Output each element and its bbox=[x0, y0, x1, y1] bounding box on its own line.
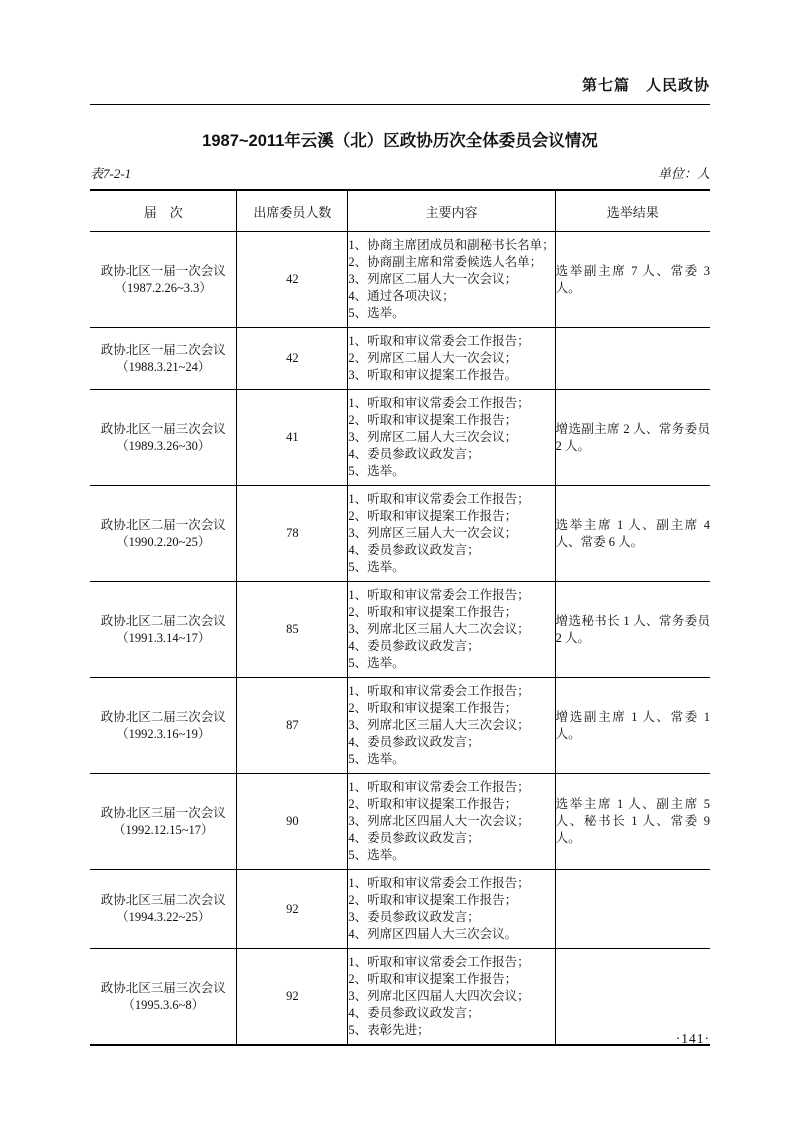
table-row bbox=[90, 774, 710, 870]
session-dates: （1989.3.26~30） bbox=[116, 438, 211, 453]
content-item: 3、委员参政议政发言； bbox=[348, 910, 480, 924]
content-item: 4、通过各项决议； bbox=[348, 289, 455, 303]
table-header-row bbox=[90, 190, 710, 232]
attendees-cell: 42 bbox=[237, 328, 348, 390]
content-cell bbox=[348, 582, 555, 678]
content-cell bbox=[348, 486, 555, 582]
table-row bbox=[90, 582, 710, 678]
session-dates: （1990.2.20~25） bbox=[116, 534, 211, 549]
content-item: 2、听取和审议提案工作报告； bbox=[348, 509, 518, 523]
session-cell bbox=[90, 232, 237, 328]
session-cell bbox=[90, 774, 237, 870]
attendees-cell: 78 bbox=[237, 486, 348, 582]
table-caption-row bbox=[90, 163, 710, 182]
attendees-cell: 85 bbox=[237, 582, 348, 678]
content-item: 3、列席北区四届人大四次会议； bbox=[348, 989, 530, 1003]
session-cell bbox=[90, 486, 237, 582]
table-row bbox=[90, 232, 710, 328]
content-cell bbox=[348, 870, 555, 949]
content-item: 2、列席区二届人大一次会议； bbox=[348, 351, 518, 365]
content-item: 4、委员参政议政发言； bbox=[348, 735, 480, 749]
header-divider bbox=[90, 104, 710, 105]
unit-label: 单位：人 bbox=[657, 166, 710, 181]
attendees-cell: 92 bbox=[237, 949, 348, 1046]
session-cell bbox=[90, 582, 237, 678]
table-row bbox=[90, 390, 710, 486]
content-item: 3、听取和审议提案工作报告。 bbox=[348, 368, 518, 382]
session-cell bbox=[90, 328, 237, 390]
content-item: 1、听取和审议常委会工作报告； bbox=[348, 492, 530, 506]
content-item: 3、列席北区三届人大三次会议； bbox=[348, 718, 530, 732]
content-item: 1、听取和审议常委会工作报告； bbox=[348, 955, 530, 969]
content-cell bbox=[348, 678, 555, 774]
content-item: 2、听取和审议提案工作报告； bbox=[348, 413, 518, 427]
session-dates: （1987.2.26~3.3） bbox=[114, 280, 212, 295]
content-cell bbox=[348, 232, 555, 328]
session-name: 政协北区一届二次会议 bbox=[100, 342, 226, 357]
result-cell: 增选秘书长 1 人、常务委员 2 人。 bbox=[555, 582, 710, 678]
session-name: 政协北区三届三次会议 bbox=[100, 980, 226, 995]
session-dates: （1994.3.22~25） bbox=[116, 910, 211, 924]
page-number: ·141· bbox=[675, 1031, 710, 1046]
content-item: 5、表彰先进； bbox=[348, 1023, 430, 1037]
content-item: 4、委员参政议政发言； bbox=[348, 1006, 480, 1020]
content-item: 1、听取和审议常委会工作报告； bbox=[348, 876, 530, 890]
content-item: 4、委员参政议政发言； bbox=[348, 447, 480, 461]
table-body bbox=[90, 232, 710, 1046]
content-item: 3、列席区二届人大三次会议； bbox=[348, 430, 518, 444]
result-cell: 选举主席 1 人、副主席 4 人、常委 6 人。 bbox=[555, 486, 710, 582]
content-item: 5、选举。 bbox=[348, 464, 405, 478]
session-name: 政协北区二届三次会议 bbox=[100, 709, 226, 724]
result-cell: 选举主席 1 人、副主席 5 人、秘书长 1 人、常委 9 人。 bbox=[555, 774, 710, 870]
session-name: 政协北区一届三次会议 bbox=[100, 421, 226, 436]
content-item: 4、委员参政议政发言； bbox=[348, 639, 480, 653]
content-cell bbox=[348, 390, 555, 486]
table-row bbox=[90, 678, 710, 774]
content-item: 3、列席区二届人大一次会议； bbox=[348, 272, 518, 286]
content-item: 2、听取和审议提案工作报告； bbox=[348, 893, 518, 907]
content-item: 2、听取和审议提案工作报告； bbox=[348, 605, 518, 619]
content-cell bbox=[348, 328, 555, 390]
table-row bbox=[90, 486, 710, 582]
session-cell bbox=[90, 678, 237, 774]
session-dates: （1988.3.21~24） bbox=[116, 359, 211, 374]
session-dates: （1992.12.15~17） bbox=[112, 822, 214, 837]
content-item: 5、选举。 bbox=[348, 752, 405, 766]
attendees-cell: 90 bbox=[237, 774, 348, 870]
result-cell bbox=[555, 870, 710, 949]
content-item: 3、列席北区三届人大二次会议； bbox=[348, 622, 530, 636]
attendees-cell: 92 bbox=[237, 870, 348, 949]
session-name: 政协北区二届二次会议 bbox=[100, 613, 226, 628]
table-row bbox=[90, 949, 710, 1046]
table-label: 表7-2-1 bbox=[90, 166, 132, 181]
session-name: 政协北区一届一次会议 bbox=[100, 263, 226, 278]
sessions-table bbox=[90, 189, 710, 1046]
content-item: 2、协商副主席和常委候选人名单； bbox=[348, 255, 543, 269]
section-header: 第七篇 人民政协 bbox=[581, 77, 710, 94]
result-cell: 选举副主席 7 人、常委 3 人。 bbox=[555, 232, 710, 328]
content-item: 1、听取和审议常委会工作报告； bbox=[348, 396, 530, 410]
session-dates: （1992.3.16~19） bbox=[116, 726, 211, 741]
session-name: 政协北区三届一次会议 bbox=[100, 805, 226, 820]
content-cell bbox=[348, 949, 555, 1046]
session-name: 政协北区三届二次会议 bbox=[100, 893, 226, 907]
content-item: 1、听取和审议常委会工作报告； bbox=[348, 684, 530, 698]
attendees-cell: 87 bbox=[237, 678, 348, 774]
column-header-session: 届 次 bbox=[90, 190, 237, 232]
content-cell bbox=[348, 774, 555, 870]
table-title: 1987~2011年云溪（北）区政协历次全体委员会议情况 bbox=[202, 132, 598, 150]
content-item: 2、听取和审议提案工作报告； bbox=[348, 797, 518, 811]
session-cell bbox=[90, 390, 237, 486]
content-item: 1、听取和审议常委会工作报告； bbox=[348, 588, 530, 602]
content-item: 5、选举。 bbox=[348, 656, 405, 670]
table-row bbox=[90, 870, 710, 949]
content-item: 5、选举。 bbox=[348, 560, 405, 574]
session-cell bbox=[90, 870, 237, 949]
content-item: 1、听取和审议常委会工作报告； bbox=[348, 780, 530, 794]
attendees-cell: 42 bbox=[237, 232, 348, 328]
content-item: 2、听取和审议提案工作报告； bbox=[348, 972, 518, 986]
table-row bbox=[90, 328, 710, 390]
content-item: 2、听取和审议提案工作报告； bbox=[348, 701, 518, 715]
session-dates: （1991.3.14~17） bbox=[116, 630, 211, 645]
content-item: 3、列席区三届人大一次会议； bbox=[348, 526, 518, 540]
column-header-result: 选举结果 bbox=[555, 190, 710, 232]
content-item: 1、听取和审议常委会工作报告； bbox=[348, 334, 530, 348]
table-header bbox=[90, 190, 710, 232]
result-cell: 增选副主席 2 人、常务委员 2 人。 bbox=[555, 390, 710, 486]
attendees-cell: 41 bbox=[237, 390, 348, 486]
content-item: 4、委员参政议政发言； bbox=[348, 543, 480, 557]
session-dates: （1995.3.6~8） bbox=[122, 997, 205, 1012]
result-cell: 增选副主席 1 人、常委 1 人。 bbox=[555, 678, 710, 774]
content-item: 4、列席区四届人大三次会议。 bbox=[348, 927, 518, 941]
page-content bbox=[90, 0, 710, 1046]
session-cell bbox=[90, 949, 237, 1046]
content-item: 4、委员参政议政发言； bbox=[348, 831, 480, 845]
content-item: 1、协商主席团成员和副秘书长名单； bbox=[348, 238, 555, 252]
content-item: 5、选举。 bbox=[348, 848, 405, 862]
result-cell bbox=[555, 328, 710, 390]
session-name: 政协北区二届一次会议 bbox=[100, 517, 226, 532]
content-item: 3、列席北区四届人大一次会议； bbox=[348, 814, 530, 828]
column-header-content: 主要内容 bbox=[348, 190, 555, 232]
column-header-attendees: 出席委员人数 bbox=[237, 190, 348, 232]
content-item: 5、选举。 bbox=[348, 306, 405, 320]
